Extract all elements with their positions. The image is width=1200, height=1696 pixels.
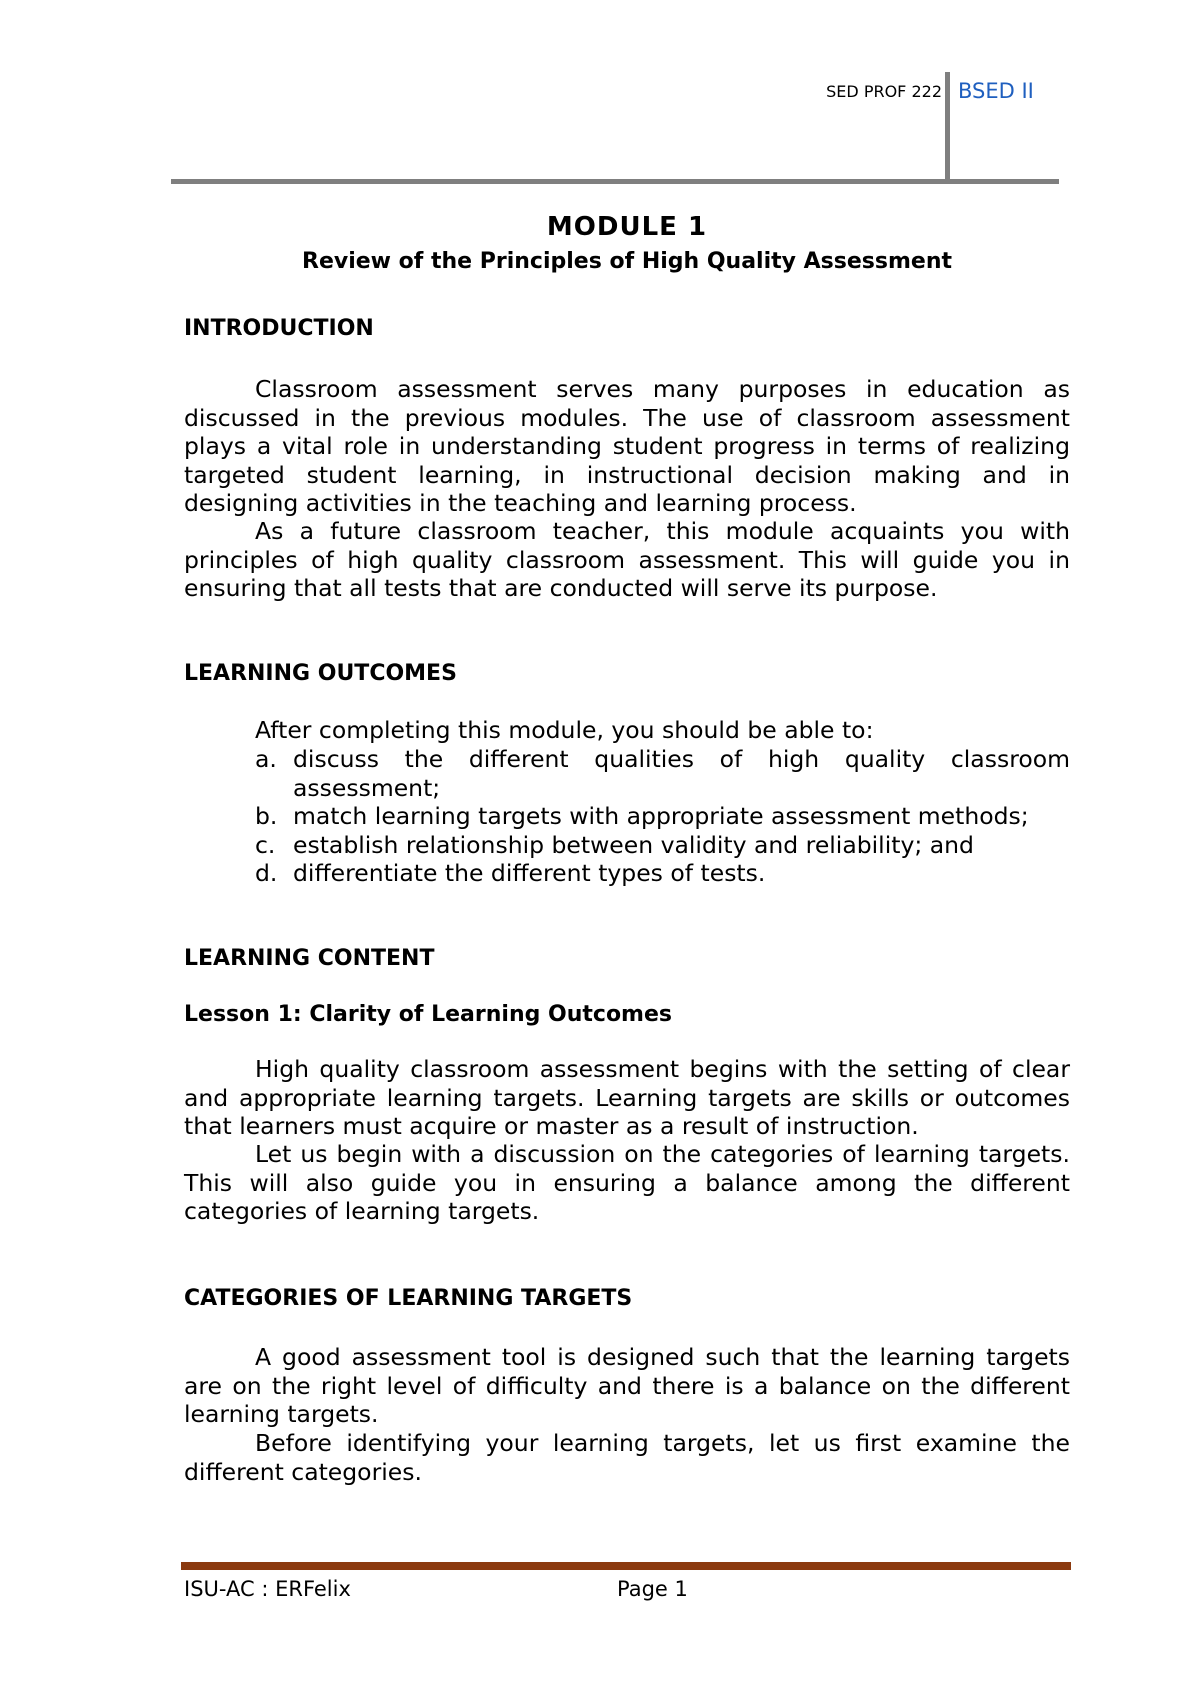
lesson-title: Lesson 1: Clarity of Learning Outcomes — [184, 1002, 672, 1027]
list-item-text: differentiate the different types of tests. — [293, 859, 766, 887]
learning-content-heading: LEARNING CONTENT — [184, 946, 435, 971]
footer-author: ISU-AC : ERFelix — [184, 1577, 351, 1601]
list-item — [255, 859, 1070, 888]
lesson-paragraph-1: High quality classroom assessment begins with the setting of clear and appropriate learning targets. Learning targets are skills or outcomes that learners must acquire or master as a result of instruction. — [184, 1055, 1070, 1140]
introduction-paragraph-2: As a future classroom teacher, this module acquaints you with principles of high quality classroom assessment. This will guide you in ensuring that all tests that are conducted will serve its purpose. — [184, 517, 1070, 602]
list-item — [255, 831, 1070, 860]
module-title: MODULE 1 — [546, 212, 708, 242]
introduction-heading: INTRODUCTION — [184, 316, 374, 341]
list-item-text: discuss the different qualities of high quality classroom assessment; — [293, 745, 1070, 802]
list-item — [255, 802, 1070, 831]
module-subtitle: Review of the Principles of High Quality Assessment — [302, 249, 952, 274]
page-number: Page 1 — [617, 1577, 688, 1601]
list-marker: b. — [255, 802, 278, 830]
list-item-text: establish relationship between validity and reliability; and — [293, 830, 974, 859]
list-marker: d. — [255, 859, 278, 887]
program-level: BSED II — [958, 79, 1034, 103]
learning-outcomes-lead: After completing this module, you should be able to: — [255, 716, 874, 744]
list-item-text: match learning targets with appropriate assessment methods; — [293, 802, 1029, 830]
learning-outcomes-list — [255, 745, 1070, 888]
learning-outcomes-heading: LEARNING OUTCOMES — [184, 661, 457, 686]
list-marker: c. — [255, 830, 276, 859]
categories-heading: CATEGORIES OF LEARNING TARGETS — [184, 1286, 633, 1311]
list-marker: a. — [255, 745, 277, 773]
footer-rule — [181, 1562, 1071, 1570]
lesson-paragraph-2: Let us begin with a discussion on the categories of learning targets. This will also guide you in ensuring a balance among the different categories of learning targets. — [184, 1140, 1070, 1225]
header-rule — [171, 179, 1059, 184]
introduction-paragraph-1: Classroom assessment serves many purposes in education as discussed in the previous modules. The use of classroom assessment plays a vital role in understanding student progress in terms of realizing targeted student learning, in instructional decision making and in designing activities in the teaching and learning process. — [184, 375, 1070, 517]
header-divider-vertical — [945, 72, 950, 180]
categories-paragraph-2: Before identifying your learning targets, let us first examine the different categories. — [184, 1429, 1070, 1486]
categories-paragraph-1: A good assessment tool is designed such that the learning targets are on the right level of difficulty and there is a balance on the different learning targets. — [184, 1343, 1070, 1428]
course-code: SED PROF 222 — [826, 82, 942, 101]
list-item — [255, 745, 1070, 802]
